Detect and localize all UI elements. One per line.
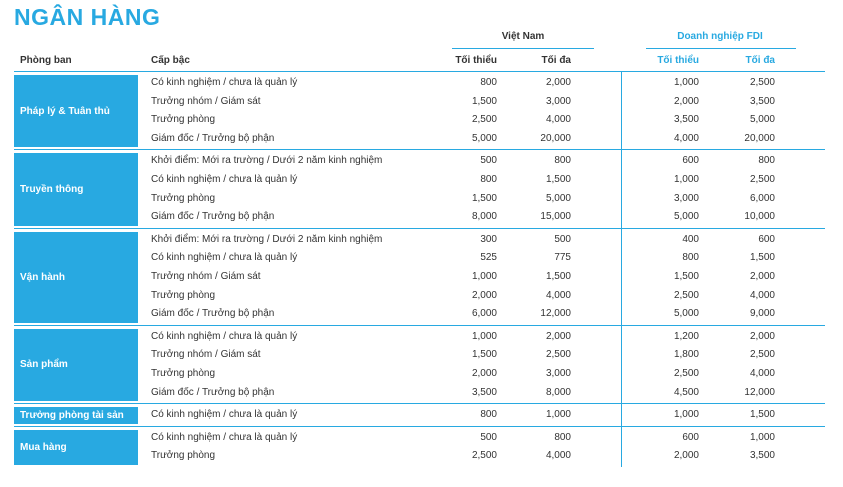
fdi-min-cell: 2,000 [673, 450, 699, 462]
vn-min-cell: 3,500 [471, 386, 497, 398]
vn-min-cell: 1,000 [471, 271, 497, 282]
table-row [0, 130, 843, 148]
vn-min-cell: 2,000 [471, 289, 497, 301]
level-cell: Có kinh nghiệm / chưa là quản lý [151, 431, 298, 443]
vn-max-cell: 2,000 [545, 330, 571, 342]
table-row [0, 447, 843, 465]
vn-min-cell: 800 [480, 174, 497, 185]
vn-min-cell: 2,500 [471, 114, 497, 126]
group-header-vietnam: Việt Nam [501, 31, 545, 42]
vn-min-cell: 1,000 [471, 330, 497, 342]
vn-min-cell: 5,000 [471, 132, 497, 144]
fdi-max-cell: 5,000 [749, 114, 775, 126]
fdi-min-cell: 1,500 [673, 271, 699, 282]
column-header-fdi-min: Tối thiểu [657, 55, 699, 66]
fdi-min-cell: 2,500 [673, 289, 699, 301]
department-label: Mua hàng [20, 441, 67, 453]
table-row [0, 346, 843, 364]
level-cell: Khởi điểm: Mới ra trường / Dưới 2 năm kinh nghiệm [151, 155, 383, 167]
fdi-max-cell: 2,500 [749, 349, 775, 361]
table-row [0, 287, 843, 305]
fdi-min-cell: 2,500 [673, 368, 699, 379]
table-row [0, 384, 843, 402]
vn-min-cell: 2,500 [471, 450, 497, 462]
level-cell: Giám đốc / Trưởng bộ phận [151, 386, 275, 398]
column-header-vn-max: Tối đa [541, 55, 571, 66]
table-row [0, 305, 843, 323]
fdi-max-cell: 12,000 [744, 386, 775, 398]
level-cell: Trưởng phòng [151, 289, 216, 301]
fdi-max-cell: 4,000 [749, 289, 775, 301]
fdi-min-cell: 400 [682, 233, 699, 245]
group-header-fdi: Doanh nghiệp FDI [677, 31, 763, 42]
level-cell: Có kinh nghiệm / chưa là quản lý [151, 77, 298, 88]
fdi-min-cell: 4,000 [673, 132, 699, 144]
department-label: Trưởng phòng tài sản [20, 409, 124, 421]
table-row [0, 152, 843, 170]
department-label: Pháp lý & Tuân thủ [20, 105, 110, 117]
vn-max-cell: 3,000 [545, 368, 571, 379]
vn-max-cell: 20,000 [540, 132, 571, 144]
column-header-vn-min: Tối thiểu [455, 55, 497, 66]
column-header-level: Cấp bậc [151, 55, 190, 66]
section-divider [14, 149, 825, 150]
fdi-min-cell: 1,200 [673, 330, 699, 342]
table-row [0, 328, 843, 346]
table-row [0, 93, 843, 111]
fdi-max-cell: 2,500 [749, 174, 775, 185]
level-cell: Giám đốc / Trưởng bộ phận [151, 211, 275, 223]
level-cell: Trưởng nhóm / Giám sát [151, 95, 261, 107]
fdi-max-cell: 2,000 [749, 330, 775, 342]
level-cell: Giám đốc / Trưởng bộ phận [151, 308, 275, 320]
fdi-min-cell: 1,000 [673, 77, 699, 88]
vn-min-cell: 6,000 [471, 308, 497, 320]
vn-min-cell: 525 [480, 252, 497, 264]
table-row [0, 249, 843, 267]
fdi-min-cell: 2,000 [673, 95, 699, 107]
vn-max-cell: 4,000 [545, 450, 571, 462]
level-cell: Trưởng nhóm / Giám sát [151, 349, 261, 361]
fdi-max-cell: 9,000 [749, 308, 775, 320]
fdi-max-cell: 1,500 [749, 252, 775, 264]
vn-max-cell: 1,500 [545, 174, 571, 185]
column-header-fdi-max: Tối đa [745, 55, 775, 66]
level-cell: Có kinh nghiệm / chưa là quản lý [151, 174, 298, 185]
level-cell: Có kinh nghiệm / chưa là quản lý [151, 330, 298, 342]
vn-max-cell: 1,500 [545, 271, 571, 282]
fdi-min-cell: 5,000 [673, 308, 699, 320]
vn-min-cell: 1,500 [471, 192, 497, 204]
column-header-department: Phòng ban [20, 55, 72, 66]
fdi-max-cell: 600 [758, 233, 775, 245]
header-divider [14, 71, 825, 72]
table-row [0, 231, 843, 249]
vn-max-cell: 12,000 [540, 308, 571, 320]
level-cell: Có kinh nghiệm / chưa là quản lý [151, 252, 298, 264]
vn-min-cell: 300 [480, 233, 497, 245]
vn-max-cell: 4,000 [545, 289, 571, 301]
vn-min-cell: 500 [480, 155, 497, 167]
table-row [0, 406, 843, 424]
table-row [0, 429, 843, 447]
fdi-min-cell: 1,000 [673, 409, 699, 421]
vn-max-cell: 775 [554, 252, 571, 264]
fdi-max-cell: 20,000 [744, 132, 775, 144]
table-row [0, 365, 843, 383]
fdi-min-cell: 3,500 [673, 114, 699, 126]
vn-min-cell: 800 [480, 409, 497, 421]
vn-max-cell: 4,000 [545, 114, 571, 126]
table-row [0, 268, 843, 286]
vn-max-cell: 2,000 [545, 77, 571, 88]
vn-max-cell: 5,000 [545, 192, 571, 204]
fdi-max-cell: 2,500 [749, 77, 775, 88]
section-divider [14, 403, 825, 404]
fdi-max-cell: 6,000 [749, 192, 775, 204]
fdi-min-cell: 3,000 [673, 192, 699, 204]
section-divider [14, 325, 825, 326]
vn-max-cell: 800 [554, 431, 571, 443]
vn-max-cell: 800 [554, 155, 571, 167]
table-row [0, 74, 843, 92]
vn-max-cell: 500 [554, 233, 571, 245]
section-divider [14, 426, 825, 427]
table-row [0, 111, 843, 129]
level-cell: Giám đốc / Trưởng bộ phận [151, 132, 275, 144]
fdi-min-cell: 600 [682, 155, 699, 167]
vn-min-cell: 2,000 [471, 368, 497, 379]
fdi-max-cell: 1,500 [749, 409, 775, 421]
vn-min-cell: 500 [480, 431, 497, 443]
department-label: Vận hành [20, 271, 66, 283]
vn-max-cell: 8,000 [545, 386, 571, 398]
level-cell: Trưởng phòng [151, 192, 216, 204]
table-row [0, 171, 843, 189]
fdi-min-cell: 1,800 [673, 349, 699, 361]
department-label: Truyền thông [20, 184, 84, 196]
fdi-min-cell: 800 [682, 252, 699, 264]
table-row [0, 208, 843, 226]
level-cell: Khởi điểm: Mới ra trường / Dưới 2 năm kinh nghiệm [151, 233, 383, 245]
department-label: Sản phẩm [20, 359, 68, 371]
fdi-max-cell: 2,000 [749, 271, 775, 282]
fdi-min-cell: 1,000 [673, 174, 699, 185]
group-underline-vietnam [452, 48, 594, 49]
fdi-max-cell: 3,500 [749, 95, 775, 107]
fdi-max-cell: 10,000 [744, 211, 775, 223]
level-cell: Trưởng phòng [151, 450, 216, 462]
fdi-max-cell: 800 [758, 155, 775, 167]
table-row [0, 190, 843, 208]
vn-max-cell: 1,000 [545, 409, 571, 421]
vn-max-cell: 2,500 [545, 349, 571, 361]
group-underline-fdi [646, 48, 796, 49]
fdi-max-cell: 4,000 [749, 368, 775, 379]
vn-min-cell: 800 [480, 77, 497, 88]
section-divider [14, 228, 825, 229]
vn-min-cell: 1,500 [471, 95, 497, 107]
level-cell: Trưởng phòng [151, 114, 216, 126]
fdi-max-cell: 1,000 [749, 431, 775, 443]
level-cell: Trưởng nhóm / Giám sát [151, 271, 261, 282]
vn-max-cell: 3,000 [545, 95, 571, 107]
vn-min-cell: 1,500 [471, 349, 497, 361]
page-title: NGÂN HÀNG [14, 4, 161, 30]
vn-min-cell: 8,000 [471, 211, 497, 223]
fdi-min-cell: 5,000 [673, 211, 699, 223]
level-cell: Có kinh nghiệm / chưa là quản lý [151, 409, 298, 421]
fdi-min-cell: 600 [682, 431, 699, 443]
fdi-max-cell: 3,500 [749, 450, 775, 462]
level-cell: Trưởng phòng [151, 368, 216, 379]
fdi-min-cell: 4,500 [673, 386, 699, 398]
vn-max-cell: 15,000 [540, 211, 571, 223]
